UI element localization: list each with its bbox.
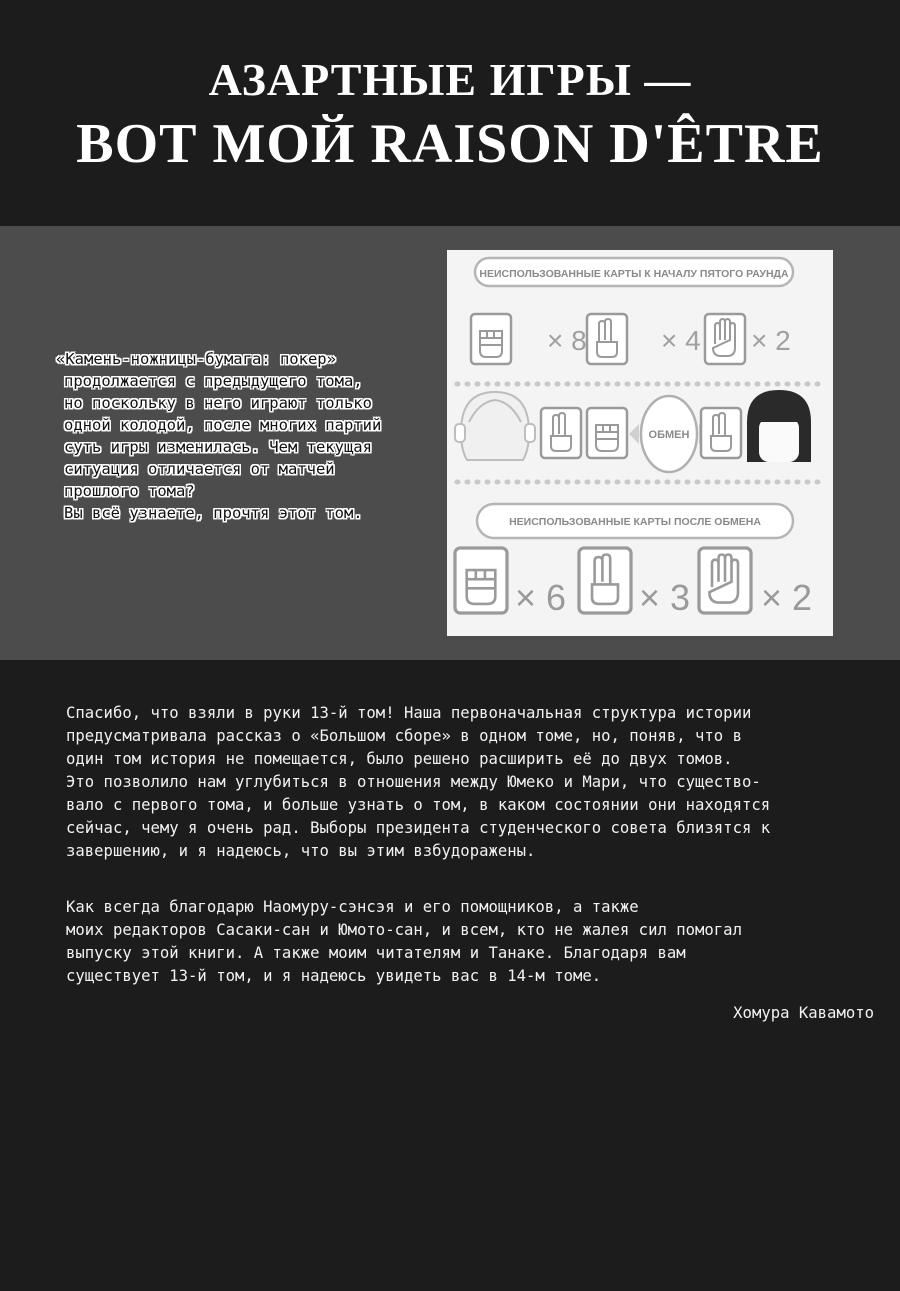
afterword-line: Спасибо, что взяли в руки 13-й том! Наша первоначальная структура истории [66,704,752,722]
scissors-card-icon [701,408,741,458]
count-top-paper: × 2 [751,325,791,356]
blurb-line: «Камень-ножницы-бумага: покер» [56,350,336,368]
afterword-line: сейчас, чему я очень рад. Выборы президента студенческого совета близятся к [66,819,771,837]
count-top-rock: × 8 [547,325,587,356]
blurb-line: суть игры изменилась. Чем текущая [64,438,372,456]
afterword-line: завершению, и я надеюсь, что вы этим взбудоражены. [66,842,536,860]
blurb-line: но поскольку в него играют только [64,394,372,412]
rock-card-icon [471,314,511,364]
count-bottom-paper: × 2 [761,577,813,618]
scissors-card-icon [587,314,627,364]
card-diagram [447,250,833,636]
afterword-paragraph-2 [66,896,742,988]
rock-card-icon [455,548,507,613]
afterword-line: Как всегда благодарю Наомуру-сэнсэя и его помощников, а также [66,898,639,916]
blurb-line: ситуация отличается от матчей [64,460,335,478]
title-band [0,0,900,226]
top-header-label: НЕИСПОЛЬЗОВАННЫЕ КАРТЫ К НАЧАЛУ ПЯТОГО РАУНДА [479,268,789,280]
rock-card-icon [587,408,627,458]
count-bottom-rock: × 6 [515,577,567,618]
blurb-line: Вы всё узнаете, прочтя этот том. [64,504,363,522]
volume-blurb [56,348,436,524]
blurb-line: одной колодой, после многих партий [64,416,382,434]
blurb-line: прошлого тома? [64,482,195,500]
paper-card-icon [699,548,751,613]
blurb-line: продолжается с предыдущего тома, [64,372,363,390]
author-signature: Хомура Кавамото [733,1004,874,1022]
paper-card-icon [705,314,745,364]
afterword-paragraph-1 [66,702,866,863]
scissors-card-icon [579,548,631,613]
afterword-line: выпуску этой книги. А также моим читателям и Танаке. Благодаря вам [66,944,686,962]
exchange-label: ОБМЕН [648,429,690,441]
afterword-line: один том история не помещается, было решено расширить её до двух томов. [66,750,733,768]
afterword-line: существует 13-й том, и я надеюсь увидеть вас в 14-м томе. [66,967,602,985]
count-top-scissors: × 4 [661,325,701,356]
bottom-header-label: НЕИСПОЛЬЗОВАННЫЕ КАРТЫ ПОСЛЕ ОБМЕНА [509,516,761,528]
afterword-line: предусматривала рассказ о «Большом сборе» в одном томе, но, поняв, что в [66,727,742,745]
afterword-line: вало с первого тома, и больше узнать о том, в каком состоянии они находятся [66,796,771,814]
scissors-card-icon [541,408,581,458]
page-title-line1: АЗАРТНЫЕ ИГРЫ — [208,54,692,105]
character-right-icon [747,390,811,462]
page-title-line2: ВОТ МОЙ RAISON D'ÊTRE [76,113,824,175]
count-bottom-scissors: × 3 [639,577,691,618]
afterword-line: моих редакторов Сасаки-сан и Юмото-сан, и всем, кто не жалея сил помогал [66,921,742,939]
afterword-line: Это позволило нам углубиться в отношения между Юмеко и Мари, что существо- [66,773,761,791]
character-left-icon [455,392,535,460]
